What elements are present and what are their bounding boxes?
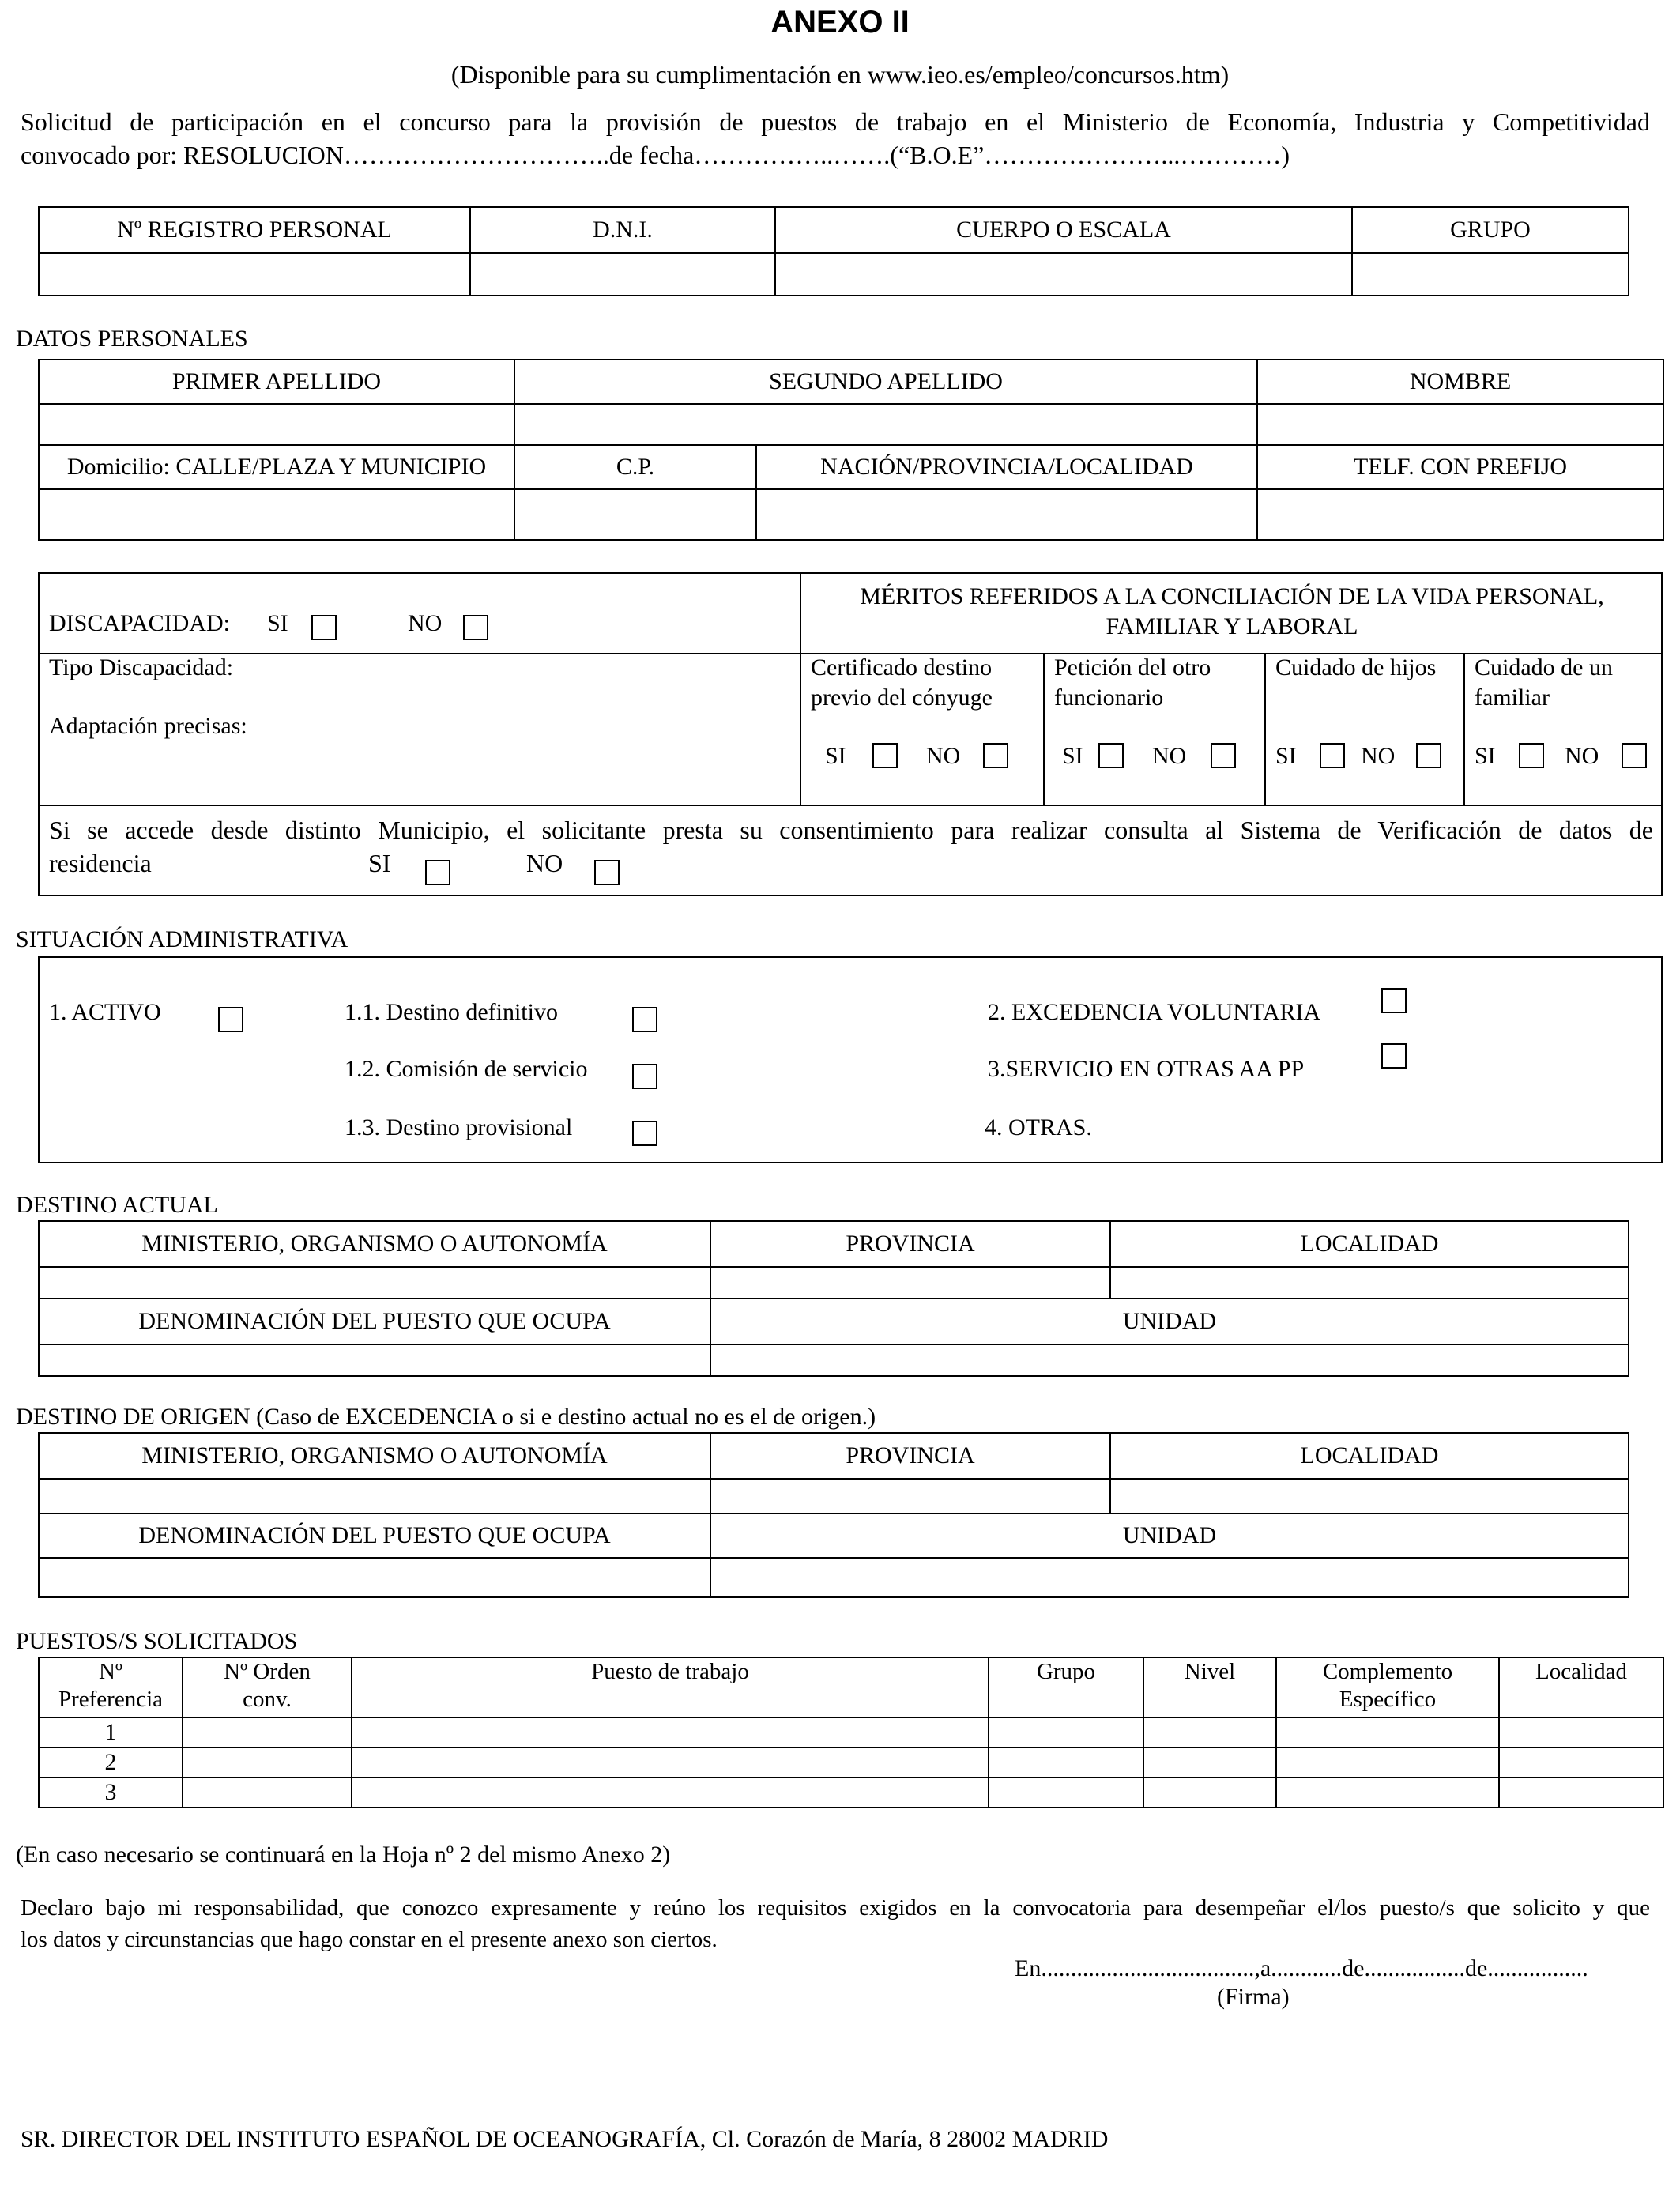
registry-header-corps: CUERPO O ESCALA: [775, 207, 1352, 253]
origin-ministry-field[interactable]: [39, 1479, 710, 1514]
other-situations-label: 4. OTRAS.: [985, 1114, 1092, 1140]
current-post-name-field[interactable]: [39, 1344, 710, 1376]
nation-province-header: NACIÓN/PROVINCIA/LOCALIDAD: [756, 445, 1257, 489]
current-post-table: [38, 1220, 1629, 1377]
merit-children-no-label: NO: [1361, 743, 1396, 769]
postal-code-header: C.P.: [514, 445, 756, 489]
adaptation-label: Adaptación precisas:: [49, 713, 247, 739]
voluntary-leave-checkbox[interactable]: [1381, 988, 1407, 1013]
requested-posts-label: PUESTOS/S SOLICITADOS: [16, 1628, 298, 1654]
intro-line-2: convocado por: RESOLUCION…………………………..de fecha……………..…….(“B.O.E”…………………...…………): [21, 141, 1290, 169]
other-admin-service-checkbox[interactable]: [1381, 1043, 1407, 1069]
continuation-note: (En caso necesario se continuará en la Hoja nº 2 del mismo Anexo 2): [16, 1842, 671, 1868]
merit-official-si-label: SI: [1062, 743, 1083, 769]
consent-line-1: Si se accede desde distinto Municipio, el solicitante presta su consentimiento para realizar consulta al Sistema de Verificación de datos de: [49, 816, 1653, 844]
origin-locality-field[interactable]: [1110, 1479, 1629, 1514]
origin-ministry-header: MINISTERIO, ORGANISMO O AUTONOMÍA: [39, 1433, 710, 1479]
registry-header-number: Nº REGISTRO PERSONAL: [39, 207, 470, 253]
disability-no-checkbox[interactable]: [463, 615, 488, 640]
origin-province-header: PROVINCIA: [710, 1433, 1110, 1479]
merits-title-line-1: MÉRITOS REFERIDOS A LA CONCILIACIÓN DE LA VIDA PERSONAL,: [860, 583, 1604, 609]
merit-children-si-label: SI: [1275, 743, 1297, 769]
merit-official-line-2: funcionario: [1054, 684, 1164, 711]
origin-unit-header: UNIDAD: [710, 1514, 1629, 1558]
current-post-label: DESTINO ACTUAL: [16, 1192, 218, 1218]
locality-header: Localidad: [1499, 1657, 1663, 1717]
current-ministry-header: MINISTERIO, ORGANISMO O AUTONOMÍA: [39, 1221, 710, 1267]
voluntary-leave-label: 2. EXCEDENCIA VOLUNTARIA: [988, 999, 1321, 1025]
merit-children-line-1: Cuidado de hijos: [1275, 654, 1437, 680]
intro-line-1: Solicitud de participación en el concurso para la provisión de puestos de trabajo en el Ministerio de Economía, Industria y Competitividad: [21, 107, 1650, 136]
disability-label: DISCAPACIDAD:: [49, 610, 230, 636]
current-unit-header: UNIDAD: [710, 1299, 1629, 1344]
first-surname-field[interactable]: [39, 404, 514, 445]
specific-complement-field[interactable]: [1276, 1747, 1499, 1777]
admin-situation-label: SITUACIÓN ADMINISTRATIVA: [16, 926, 348, 952]
order-number-field[interactable]: [183, 1777, 352, 1808]
other-admin-service-label: 3.SERVICIO EN OTRAS AA PP: [988, 1056, 1305, 1082]
address-header: Domicilio: CALLE/PLAZA Y MUNICIPIO: [39, 445, 514, 489]
consent-si-label: SI: [368, 849, 391, 877]
consent-no-checkbox[interactable]: [594, 860, 620, 885]
registry-table: [38, 206, 1629, 296]
personal-data-label: DATOS PERSONALES: [16, 326, 248, 352]
personal-data-table: [38, 359, 1664, 541]
preference-number: 3: [39, 1777, 183, 1808]
declaration-line-2: los datos y circunstancias que hago constar en el presente anexo son ciertos.: [21, 1927, 718, 1952]
divider: [1264, 653, 1266, 806]
specific-complement-field[interactable]: [1276, 1717, 1499, 1747]
second-surname-field[interactable]: [514, 404, 1257, 445]
merit-family-line-1: Cuidado de un: [1475, 654, 1613, 680]
origin-province-field[interactable]: [710, 1479, 1110, 1514]
merit-spouse-si-label: SI: [825, 743, 846, 769]
merit-official-si-checkbox[interactable]: [1098, 743, 1124, 768]
origin-unit-field[interactable]: [710, 1558, 1629, 1597]
specific-complement-field[interactable]: [1276, 1777, 1499, 1808]
name-header: NOMBRE: [1257, 360, 1663, 404]
consent-line-2: residencia: [49, 849, 152, 877]
current-province-field[interactable]: [710, 1267, 1110, 1299]
preference-number: 1: [39, 1717, 183, 1747]
group-header: Grupo: [989, 1657, 1143, 1717]
availability-note: (Disponible para su cumplimentación en www.ieo.es/empleo/concursos.htm): [450, 60, 1230, 89]
definitive-post-checkbox[interactable]: [632, 1007, 657, 1032]
specific-complement-header: Complemento Específico: [1276, 1657, 1499, 1717]
job-post-field[interactable]: [352, 1747, 989, 1777]
definitive-post-label: 1.1. Destino definitivo: [345, 999, 558, 1025]
job-post-field[interactable]: [352, 1777, 989, 1808]
admin-situation-block: [38, 956, 1663, 1163]
provisional-post-label: 1.3. Destino provisional: [345, 1114, 573, 1140]
group-field[interactable]: [989, 1777, 1143, 1808]
level-header: Nivel: [1143, 1657, 1276, 1717]
active-label: 1. ACTIVO: [49, 999, 161, 1025]
registry-header-group: GRUPO: [1352, 207, 1629, 253]
phone-header: TELF. CON PREFIJO: [1257, 445, 1663, 489]
order-number-field[interactable]: [183, 1747, 352, 1777]
current-post-name-header: DENOMINACIÓN DEL PUESTO QUE OCUPA: [39, 1299, 710, 1344]
table-row: [39, 1777, 1663, 1808]
group-field[interactable]: [989, 1717, 1143, 1747]
registry-header-dni: D.N.I.: [470, 207, 775, 253]
merit-spouse-line-1: Certificado destino: [811, 654, 993, 680]
signature-label: (Firma): [1217, 1984, 1290, 2010]
order-number-header: Nº Orden conv.: [183, 1657, 352, 1717]
origin-post-name-header: DENOMINACIÓN DEL PUESTO QUE OCUPA: [39, 1514, 710, 1558]
current-unit-field[interactable]: [710, 1344, 1629, 1376]
level-field[interactable]: [1143, 1717, 1276, 1747]
consent-no-label: NO: [526, 849, 563, 877]
preference-header: Nº Preferencia: [39, 1657, 183, 1717]
service-commission-checkbox[interactable]: [632, 1064, 657, 1089]
merit-children-no-checkbox[interactable]: [1416, 743, 1441, 768]
merit-official-no-checkbox[interactable]: [1211, 743, 1236, 768]
divider: [1043, 653, 1045, 806]
name-field[interactable]: [1257, 404, 1663, 445]
address-field[interactable]: [39, 489, 514, 540]
divider: [38, 805, 1663, 806]
merit-spouse-line-2: previo del cónyuge: [811, 684, 993, 711]
table-row: [39, 1717, 1663, 1747]
merit-official-no-label: NO: [1152, 743, 1187, 769]
disability-type-label: Tipo Discapacidad:: [49, 654, 234, 680]
active-checkbox[interactable]: [218, 1007, 243, 1032]
merit-family-no-label: NO: [1565, 743, 1599, 769]
order-number-field[interactable]: [183, 1717, 352, 1747]
job-post-header: Puesto de trabajo: [352, 1657, 989, 1717]
group-field[interactable]: [1352, 253, 1629, 296]
second-surname-header: SEGUNDO APELLIDO: [514, 360, 1257, 404]
locality-field[interactable]: [1499, 1717, 1663, 1747]
merit-family-si-label: SI: [1475, 743, 1496, 769]
disability-si-checkbox[interactable]: [311, 615, 337, 640]
group-field[interactable]: [989, 1747, 1143, 1777]
merit-family-line-2: familiar: [1475, 684, 1550, 711]
merit-family-no-checkbox[interactable]: [1622, 743, 1647, 768]
corps-field[interactable]: [775, 253, 1352, 296]
service-commission-label: 1.2. Comisión de servicio: [345, 1056, 588, 1082]
current-locality-field[interactable]: [1110, 1267, 1629, 1299]
disability-si-label: SI: [267, 610, 288, 636]
job-post-field[interactable]: [352, 1717, 989, 1747]
locality-field[interactable]: [1499, 1777, 1663, 1808]
postal-code-field[interactable]: [514, 489, 756, 540]
current-locality-header: LOCALIDAD: [1110, 1221, 1629, 1267]
merit-official-line-1: Petición del otro: [1054, 654, 1211, 680]
merit-spouse-si-checkbox[interactable]: [872, 743, 898, 768]
registry-number-field[interactable]: [39, 253, 470, 296]
provisional-post-checkbox[interactable]: [632, 1121, 657, 1146]
level-field[interactable]: [1143, 1777, 1276, 1808]
dni-field[interactable]: [470, 253, 775, 296]
level-field[interactable]: [1143, 1747, 1276, 1777]
origin-post-name-field[interactable]: [39, 1558, 710, 1597]
place-date-line[interactable]: En....................................,a............de.................de.................: [1015, 1955, 1588, 1981]
origin-locality-header: LOCALIDAD: [1110, 1433, 1629, 1479]
addressee: SR. DIRECTOR DEL INSTITUTO ESPAÑOL DE OCEANOGRAFÍA, Cl. Corazón de María, 8 28002 MADRID: [21, 2126, 1109, 2152]
phone-field[interactable]: [1257, 489, 1663, 540]
preference-number: 2: [39, 1747, 183, 1777]
disability-no-label: NO: [408, 610, 443, 636]
merit-spouse-no-checkbox[interactable]: [983, 743, 1008, 768]
merit-children-si-checkbox[interactable]: [1320, 743, 1345, 768]
divider: [1463, 653, 1465, 806]
origin-post-label: DESTINO DE ORIGEN (Caso de EXCEDENCIA o si e destino actual no es el de origen.): [16, 1404, 876, 1430]
current-province-header: PROVINCIA: [710, 1221, 1110, 1267]
origin-post-table: [38, 1432, 1629, 1598]
current-ministry-field[interactable]: [39, 1267, 710, 1299]
declaration-line-1: Declaro bajo mi responsabilidad, que conozco expresamente y reúno los requisitos exigidos en la convocatoria para desempeñar el/los puesto/s que solicito y que: [21, 1895, 1650, 1921]
table-row: [39, 1747, 1663, 1777]
locality-field[interactable]: [1499, 1747, 1663, 1777]
requested-posts-table: [38, 1657, 1664, 1808]
page-title: ANEXO II: [770, 5, 910, 40]
consent-si-checkbox[interactable]: [425, 860, 450, 885]
nation-province-field[interactable]: [756, 489, 1257, 540]
merit-family-si-checkbox[interactable]: [1519, 743, 1544, 768]
merits-title-line-2: FAMILIAR Y LABORAL: [1106, 613, 1358, 639]
merit-spouse-no-label: NO: [926, 743, 961, 769]
first-surname-header: PRIMER APELLIDO: [39, 360, 514, 404]
